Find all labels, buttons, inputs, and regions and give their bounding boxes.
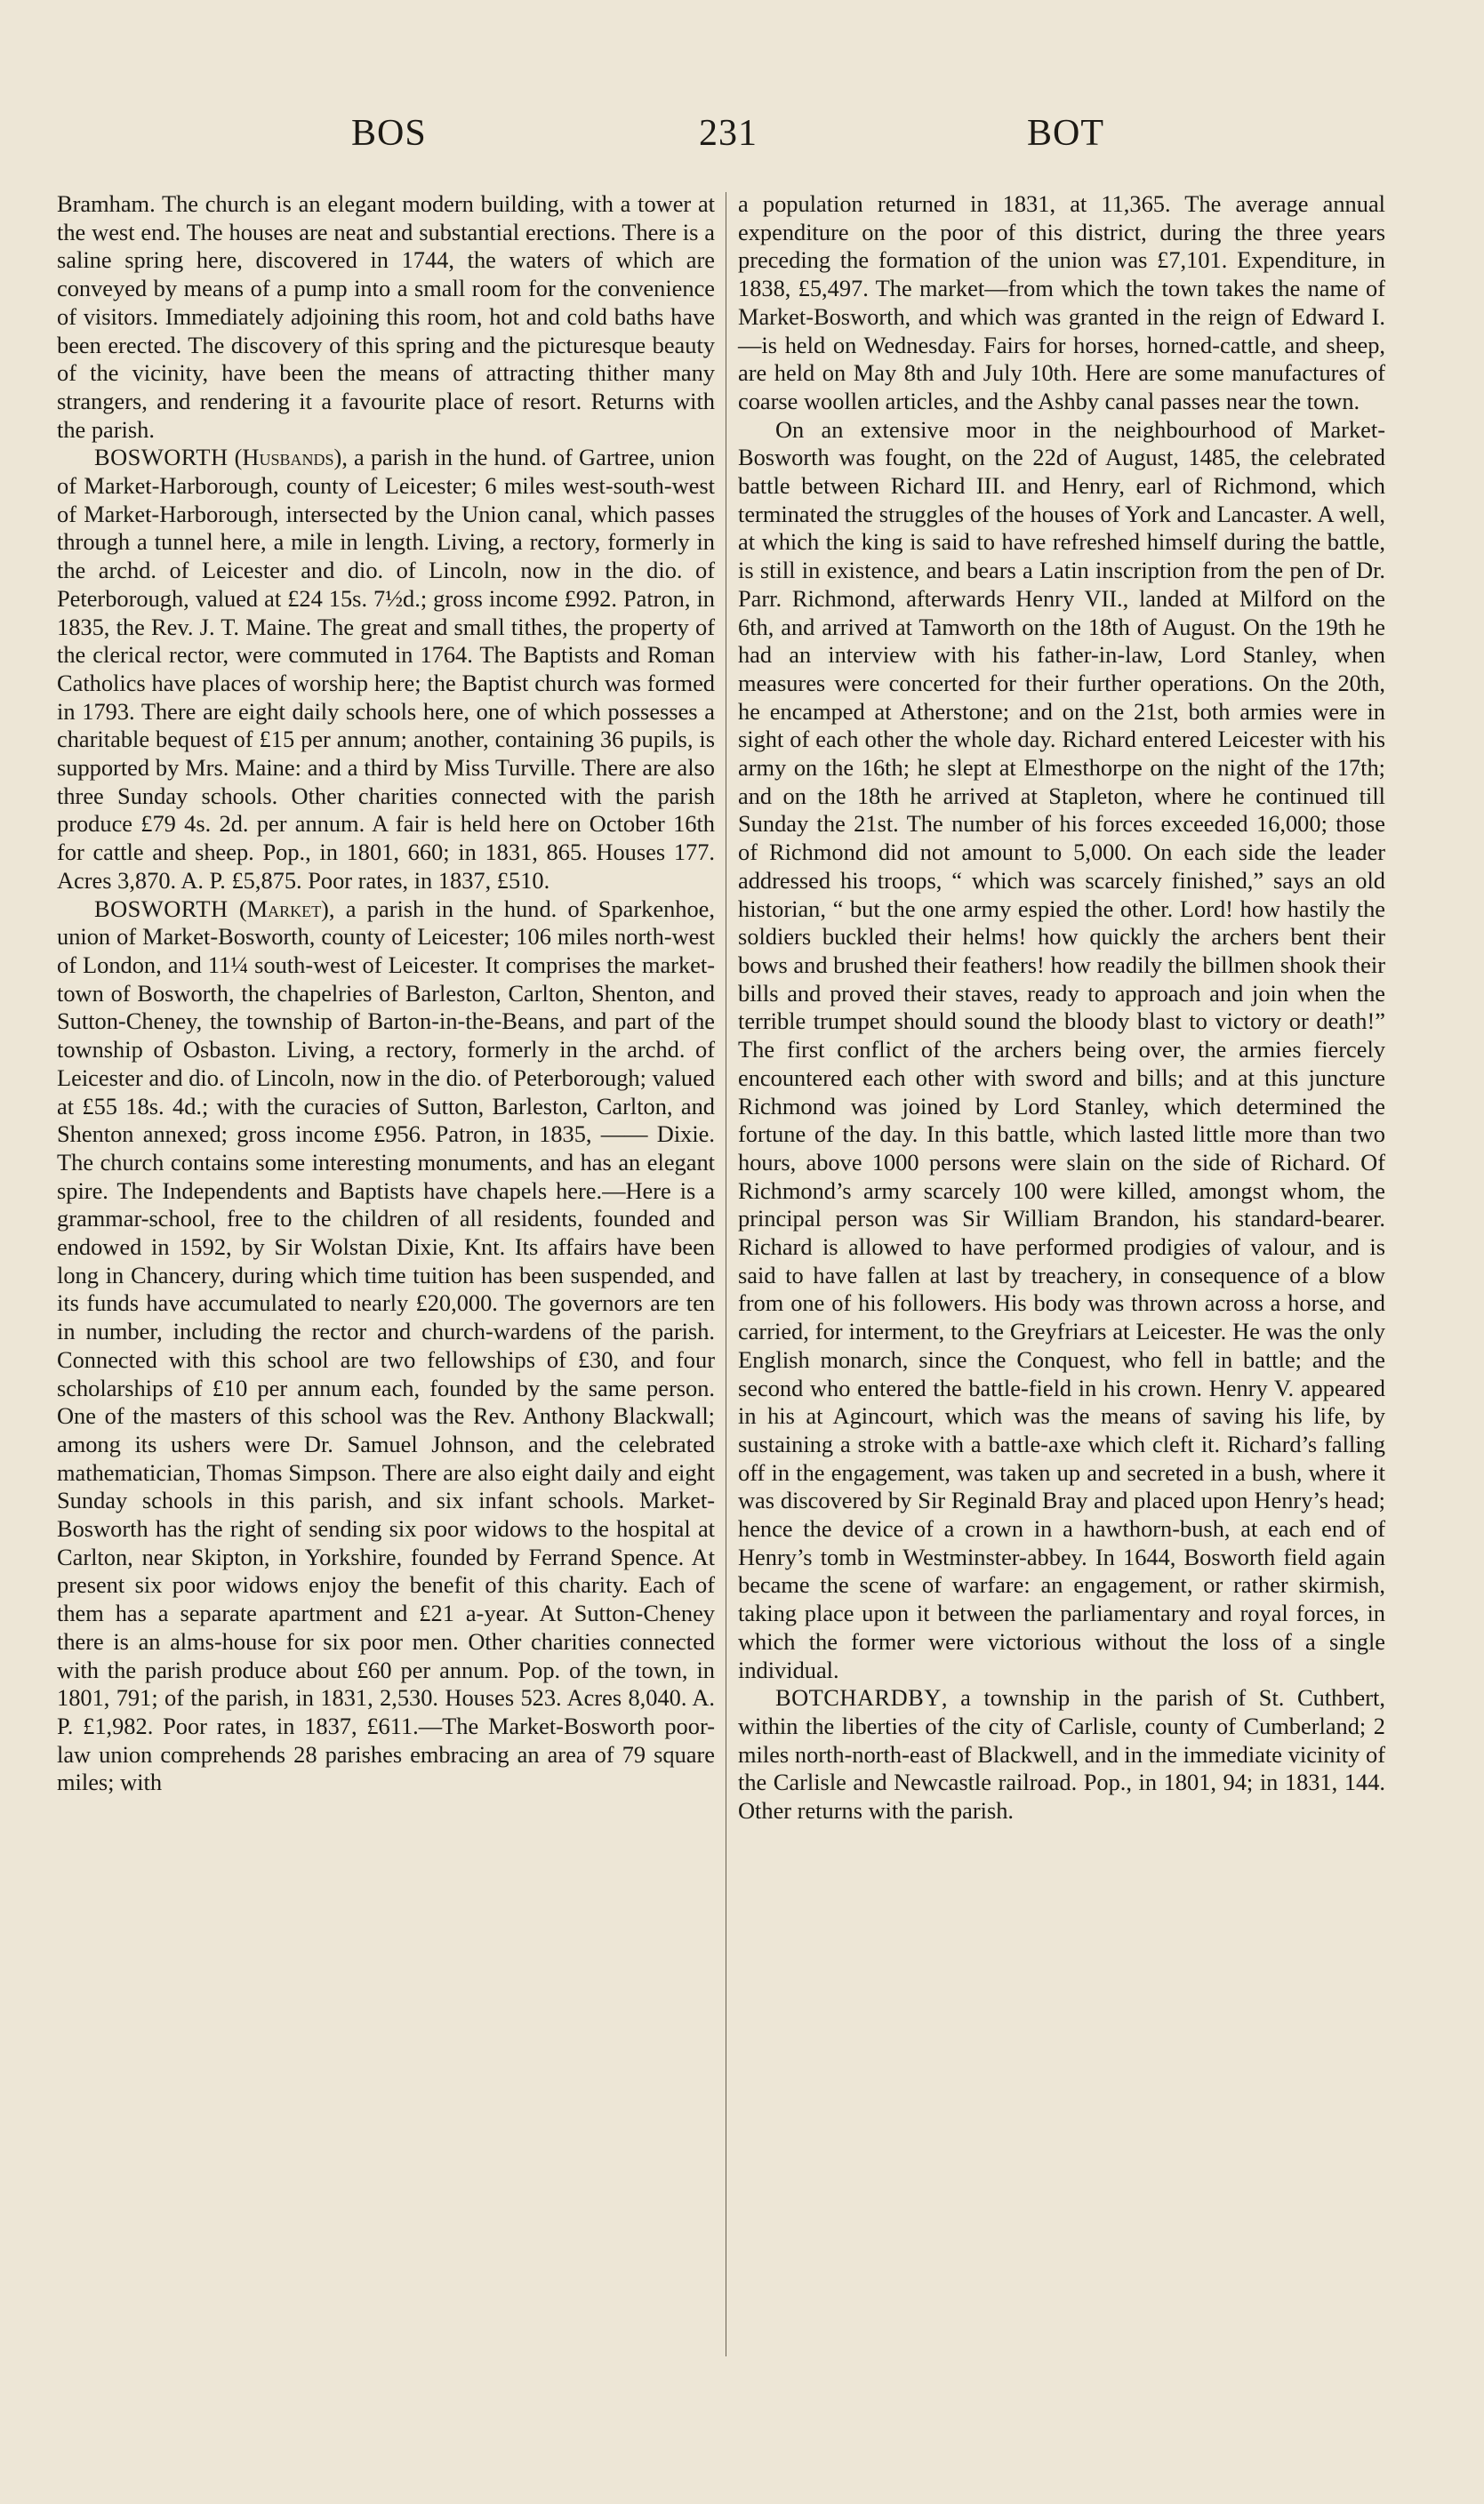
left-column xyxy=(57,190,715,1797)
header-left-guide-word: BOS xyxy=(351,113,427,154)
page-number: 231 xyxy=(699,113,758,154)
continued-paragraph xyxy=(738,190,1385,416)
continued-paragraph xyxy=(57,190,715,444)
gazetteer-entry-botchardby xyxy=(738,1684,1385,1826)
battle-paragraph xyxy=(738,416,1385,1685)
gazetteer-entry-bosworth-husbands xyxy=(57,444,715,895)
entry-heading: BOSWORTH xyxy=(94,444,229,471)
running-header xyxy=(53,112,1445,174)
entry-heading: BOSWORTH xyxy=(94,895,229,922)
gazetteer-entry-bosworth-market xyxy=(57,895,715,1798)
paragraph-text: a population returned in 1831, at 11,365. The average annual expenditure on the poor of this district, during the three years preceding the formation of the union was £7,101. Expenditure, in 1838, £5,497. The market—from which the town takes the name of Market-Bosworth, and which was granted in the reign of Edward I.—is held on Wednesday. Fairs for horses, horned-cattle, and sheep, are held on May 8th and July 10th. Here are some manufactures of coarse woollen articles, and the Ashby canal passes near the town. xyxy=(738,190,1385,414)
paragraph-text: On an extensive moor in the neighbourhood of Market-Bosworth was fought, on the 22d of August, 1485, the celebrated battle between Richard III. and Henry, earl of Richmond, which terminated the struggles of the houses of York and Lancaster. A well, at which the king is said to have refreshed himself during the battle, is still in existence, and bears a Latin inscription from the pen of Dr. Parr. Richmond, afterwards Henry VII., landed at Milford on the 6th, and arrived at Tamworth on the 18th of August. On the 19th he had an interview with his father-in-law, Lord Stanley, when measures were concerted for their further operations. On the 20th, he encamped at Atherstone; and on the 21st, both armies were in sight of each other the whole day. Richard entered Leicester with his army on the 16th; he slept at Elmesthorpe on the night of the 17th; and on the 18th he arrived at Stapleton, where he continued till Sunday the 21st. The number of his forces exceeded 16,000; those of Richmond did not amount to 5,000. On each side the leader addressed his troops, “ which was scarcely finished,” says an old historian, “ but the one army espied the other. Lord! how hastily the soldiers buckled their helms! how quickly the archers bent their bows and brushed their feathers! how readily the billmen shook their bills and proved their staves, ready to approach and join when the terrible trumpet should sound the bloody blast to victory or death!” The first conflict of the archers being over, the armies fiercely encountered each other with sword and bills; and at this juncture Richmond was joined by Lord Stanley, which determined the fortune of the day. In this battle, which lasted little more than two hours, above 1000 persons were slain on the side of Richard. Of Richmond’s army scarcely 100 were killed, amongst whom, the principal person was Sir William Brandon, his standard-bearer. Richard is allowed to have performed prodigies of valour, and is said to have fallen at last by treachery, in consequence of a blow from one of his followers. His body was thrown across a horse, and carried, for interment, to the Greyfriars at Leicester. He was the only English monarch, since the Conquest, who fell in battle; and the second who entered the battle-field in his crown. Henry V. appeared in his at Agincourt, which was the means of saving his life, by sustaining a stroke with a battle-axe which cleft it. Richard’s falling off in the engagement, was taken up and secreted in a bush, where it was discovered by Sir Reginald Bray and placed upon Henry’s head; hence the device of a crown in a hawthorn-bush, at each end of Henry’s tomb in Westminster-abbey. In 1644, Bosworth field again became the scene of warfare: an engagement, or rather skirmish, taking place upon it between the parliamentary and royal forces, in which the former were victorious without the loss of a single individual. xyxy=(738,415,1385,1683)
entry-text: , a township in the parish of St. Cuthbert, within the liberties of the city of Carlisle, county of Cumberland; 2 miles north-north-east of Blackwell, and in the immediate vicinity of the Carlisle and Newcastle railroad. Pop., in 1801, 94; in 1831, 144. Other returns with the parish. xyxy=(738,1684,1385,1825)
entry-qualifier: (Market) xyxy=(238,895,329,922)
entry-heading: BOTCHARDBY xyxy=(775,1684,942,1712)
entry-text: , a parish in the hund. of Gartree, union of Market-Harborough, county of Leicester; 6 miles west-south-west of Market-Harborough, intersected by the Union canal, which passes through a tunnel here, a mile in length. Living, a rectory, formerly in the archd. of Leicester and dio. of Lincoln, now in the dio. of Peterborough, valued at £24 15s. 7½d.; gross income £992. Patron, in 1835, the Rev. J. T. Maine. The great and small tithes, the property of the clerical rector, were commuted in 1764. The Baptists and Roman Catholics have places of worship here; the Baptist church was formed in 1793. There are eight daily schools here, one of which possesses a charitable bequest of £15 per annum; another, containing 36 pupils, is supported by Mrs. Maine: and a third by Miss Turville. There are also three Sunday schools. Other charities connected with the parish produce £79 4s. 2d. per annum. A fair is held here on October 16th for cattle and sheep. Pop., in 1801, 660; in 1831, 865. Houses 177. Acres 3,870. A. P. £5,875. Poor rates, in 1837, £510. xyxy=(57,444,715,894)
entry-text: , a parish in the hund. of Sparkenhoe, union of Market-Bosworth, county of Leicester; 106 miles north-west of London, and 11¼ south-west of Leicester. It comprises the market-town of Bosworth, the chapelries of Barleston, Carlton, Shenton, and Sutton-Cheney, the township of Barton-in-the-Beans, and part of the township of Osbaston. Living, a rectory, formerly in the archd. of Leicester and dio. of Lincoln, now in the dio. of Peterborough; valued at £55 18s. 4d.; with the curacies of Sutton, Barleston, Carlton, and Shenton annexed; gross income £956. Patron, in 1835, ―― Dixie. The church contains some interesting monuments, and has an elegant spire. The Independents and Baptists have chapels here.—Here is a grammar-school, free to the children of all residents, founded and endowed in 1592, by Sir Wolstan Dixie, Knt. Its affairs have been long in Chancery, during which time tuition has been suspended, and its funds have accumulated to nearly £20,000. The governors are ten in number, including the rector and church-wardens of the parish. Connected with this school are two fellowships of £30, and four scholarships of £10 per annum each, founded by the same person. One of the masters of this school was the Rev. Anthony Blackwall; among its ushers were Dr. Samuel Johnson, and the celebrated mathematician, Thomas Simpson. There are also eight daily and eight Sunday schools in this parish, and six infant schools. Market-Bosworth has the right of sending six poor widows to the hospital at Carlton, near Skipton, in Yorkshire, founded by Ferrand Spence. At present six poor widows enjoy the benefit of this charity. Each of them has a separate apartment and £21 a-year. At Sutton-Cheney there is an alms-house for six poor men. Other charities connected with the parish produce about £60 per annum. Pop. of the town, in 1801, 791; of the parish, in 1831, 2,530. Houses 523. Acres 8,040. A. P. £1,982. Poor rates, in 1837, £611.—The Market-Bosworth poor-law union comprehends 28 parishes embracing an area of 79 square miles; with xyxy=(57,895,715,1796)
right-column xyxy=(738,190,1385,1826)
paragraph-text: Bramham. The church is an elegant modern building, with a tower at the west end. The houses are neat and substantial erections. There is a saline spring here, discovered in 1744, the waters of which are conveyed by means of a pump into a small room for the convenience of visitors. Immediately adjoining this room, hot and cold baths have been erected. The discovery of this spring and the picturesque beauty of the vicinity, have been the means of attracting thither many strangers, and rendering it a favourite place of resort. Returns with the parish. xyxy=(57,190,715,443)
header-right-guide-word: BOT xyxy=(1027,113,1104,154)
entry-qualifier: (Husbands) xyxy=(234,444,342,471)
